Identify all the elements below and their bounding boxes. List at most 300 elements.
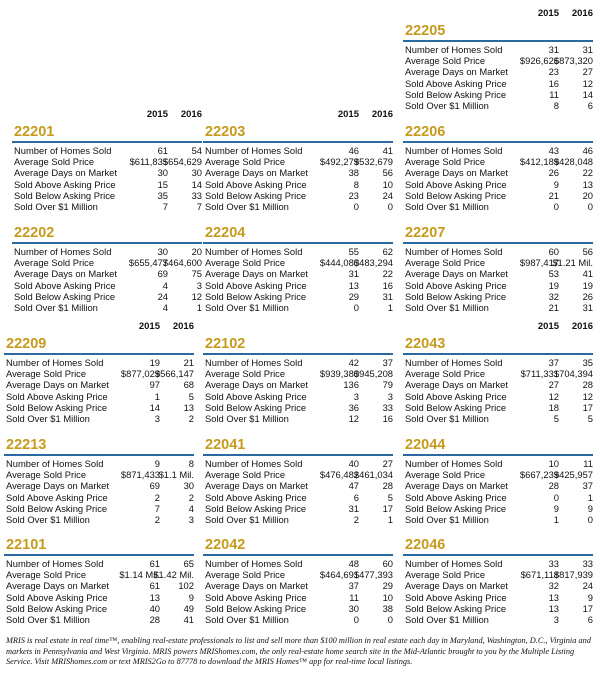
value-2015: 69 bbox=[157, 268, 168, 280]
value-2016: 9 bbox=[188, 591, 194, 603]
stat-row bbox=[403, 291, 593, 302]
zip-code: 22206 bbox=[405, 124, 446, 140]
value-2015: 61 bbox=[149, 580, 160, 592]
divider bbox=[4, 353, 194, 355]
stat-label: Number of Homes Sold bbox=[14, 246, 112, 257]
value-2016: 5 bbox=[188, 390, 194, 402]
stat-label: Sold Below Asking Price bbox=[405, 602, 507, 614]
value-2016: 14 bbox=[191, 178, 202, 190]
value-2015: 16 bbox=[548, 77, 559, 89]
stat-row bbox=[403, 357, 593, 368]
value-2016: 13 bbox=[183, 401, 194, 413]
stat-row bbox=[203, 246, 393, 257]
stat-row bbox=[203, 503, 393, 514]
stat-label: Average Days on Market bbox=[205, 268, 309, 280]
zip-code: 22042 bbox=[205, 537, 246, 553]
value-2015: 3 bbox=[154, 412, 160, 424]
value-2015: 0 bbox=[353, 200, 359, 212]
value-2015: 0 bbox=[553, 200, 559, 212]
zip-code: 22205 bbox=[405, 23, 446, 39]
stat-label: Sold Above Asking Price bbox=[6, 390, 108, 402]
zip-code: 22204 bbox=[205, 225, 246, 241]
stat-row bbox=[403, 156, 593, 167]
value-2015: 31 bbox=[548, 44, 559, 55]
stat-row bbox=[403, 413, 593, 424]
stat-row bbox=[403, 391, 593, 402]
value-2015: 21 bbox=[548, 189, 559, 201]
value-2016: 3 bbox=[188, 513, 194, 525]
stat-label: Number of Homes Sold bbox=[205, 145, 303, 156]
zip-block-22044 bbox=[403, 437, 593, 525]
value-2015: 47 bbox=[348, 480, 359, 492]
stat-row bbox=[403, 614, 593, 625]
value-2016: 38 bbox=[382, 602, 393, 614]
divider bbox=[4, 454, 194, 456]
value-2016: 31 bbox=[382, 290, 393, 302]
value-2015: 0 bbox=[353, 301, 359, 313]
value-2015: 19 bbox=[548, 279, 559, 291]
value-2015: 37 bbox=[348, 580, 359, 592]
value-2015: 31 bbox=[348, 268, 359, 280]
value-2016: 6 bbox=[587, 99, 593, 111]
value-2016: 29 bbox=[382, 580, 393, 592]
stat-row bbox=[4, 503, 194, 514]
value-2016: 65 bbox=[183, 558, 194, 569]
stat-label: Number of Homes Sold bbox=[205, 357, 303, 368]
stat-label: Number of Homes Sold bbox=[6, 458, 104, 469]
value-2015: 12 bbox=[548, 390, 559, 402]
stat-label: Sold Over $1 Million bbox=[6, 613, 90, 625]
stat-label: Average Sold Price bbox=[405, 55, 486, 67]
value-2015: 9 bbox=[553, 502, 559, 514]
stat-label: Average Days on Market bbox=[405, 580, 509, 592]
value-2015: 35 bbox=[157, 189, 168, 201]
zip-block-22204 bbox=[203, 225, 393, 313]
stat-row bbox=[203, 280, 393, 291]
value-2016: 16 bbox=[382, 412, 393, 424]
year-header bbox=[403, 8, 593, 20]
year-2015: 2015 bbox=[537, 8, 559, 19]
value-2016: 0 bbox=[587, 200, 593, 212]
value-2015: 37 bbox=[548, 357, 559, 368]
year-2015: 2015 bbox=[138, 321, 160, 332]
stat-row bbox=[203, 558, 393, 569]
value-2015: 13 bbox=[149, 591, 160, 603]
value-2015: 1 bbox=[553, 513, 559, 525]
stat-label: Average Sold Price bbox=[405, 469, 486, 481]
stat-row bbox=[203, 156, 393, 167]
year-2016: 2016 bbox=[571, 321, 593, 332]
stat-row bbox=[12, 246, 202, 257]
value-2015: 2 bbox=[353, 513, 359, 525]
stat-row bbox=[4, 413, 194, 424]
value-2016: 24 bbox=[582, 580, 593, 592]
value-2015: 21 bbox=[548, 301, 559, 313]
stat-label: Sold Over $1 Million bbox=[205, 412, 289, 424]
stat-label: Number of Homes Sold bbox=[6, 357, 104, 368]
value-2016: 41 bbox=[183, 613, 194, 625]
stat-row bbox=[403, 268, 593, 279]
stat-row bbox=[203, 402, 393, 413]
value-2016: 3 bbox=[387, 390, 393, 402]
value-2016: $704,394 bbox=[553, 368, 593, 380]
value-2016: 56 bbox=[582, 246, 593, 257]
value-2016: 1 bbox=[387, 301, 393, 313]
value-2016: 24 bbox=[382, 189, 393, 201]
value-2016: 2 bbox=[188, 491, 194, 503]
value-2016: 68 bbox=[183, 379, 194, 391]
value-2016: 30 bbox=[191, 167, 202, 179]
stat-row bbox=[12, 145, 202, 156]
value-2015: 27 bbox=[548, 379, 559, 391]
stat-label: Average Sold Price bbox=[205, 368, 286, 380]
stat-label: Average Days on Market bbox=[6, 480, 110, 492]
stat-label: Sold Above Asking Price bbox=[405, 178, 507, 190]
stat-label: Sold Below Asking Price bbox=[6, 401, 108, 413]
value-2015: 29 bbox=[348, 290, 359, 302]
stat-row bbox=[203, 614, 393, 625]
value-2015: $412,189 bbox=[519, 156, 559, 168]
value-2016: $483,294 bbox=[353, 257, 393, 269]
value-2016: 31 bbox=[582, 44, 593, 55]
stat-row bbox=[403, 302, 593, 313]
stat-row bbox=[12, 190, 202, 201]
stat-label: Sold Above Asking Price bbox=[6, 491, 108, 503]
value-2015: 5 bbox=[553, 412, 559, 424]
zip-code: 22101 bbox=[6, 537, 47, 553]
stat-row bbox=[203, 592, 393, 603]
stat-row bbox=[4, 368, 194, 379]
zip-block-22205 bbox=[403, 23, 593, 111]
stat-label: Sold Over $1 Million bbox=[14, 301, 98, 313]
value-2016: $464,600 bbox=[162, 257, 202, 269]
value-2015: 28 bbox=[548, 480, 559, 492]
stat-label: Average Days on Market bbox=[405, 167, 509, 179]
stat-row bbox=[403, 580, 593, 591]
year-header bbox=[12, 109, 202, 121]
stat-label: Sold Below Asking Price bbox=[205, 602, 307, 614]
value-2015: 3 bbox=[353, 390, 359, 402]
value-2016: 10 bbox=[382, 178, 393, 190]
value-2016: 3 bbox=[196, 279, 202, 291]
stat-row bbox=[4, 357, 194, 368]
value-2016: $428,048 bbox=[553, 156, 593, 168]
value-2015: 69 bbox=[149, 480, 160, 492]
stat-label: Sold Above Asking Price bbox=[14, 178, 116, 190]
value-2015: 13 bbox=[548, 591, 559, 603]
value-2015: 97 bbox=[149, 379, 160, 391]
zip-code: 22202 bbox=[14, 225, 55, 241]
zip-code: 22046 bbox=[405, 537, 446, 553]
value-2015: 43 bbox=[548, 145, 559, 156]
stat-row bbox=[12, 156, 202, 167]
value-2016: 26 bbox=[582, 290, 593, 302]
stat-label: Number of Homes Sold bbox=[405, 357, 503, 368]
divider bbox=[203, 242, 393, 244]
stat-label: Average Sold Price bbox=[405, 569, 486, 581]
stat-label: Sold Above Asking Price bbox=[6, 591, 108, 603]
stat-row bbox=[403, 280, 593, 291]
divider bbox=[403, 554, 593, 556]
value-2015: $476,482 bbox=[319, 469, 359, 481]
value-2015: 14 bbox=[149, 401, 160, 413]
stat-row bbox=[4, 514, 194, 525]
value-2016: $1.1 Mil. bbox=[158, 469, 194, 481]
year-header bbox=[403, 321, 593, 333]
divider bbox=[203, 554, 393, 556]
stat-row bbox=[12, 167, 202, 178]
stat-row bbox=[403, 368, 593, 379]
stat-label: Average Sold Price bbox=[405, 156, 486, 168]
stat-row bbox=[12, 268, 202, 279]
stat-label: Average Sold Price bbox=[405, 257, 486, 269]
value-2015: $464,691 bbox=[319, 569, 359, 581]
zip-code: 22102 bbox=[205, 336, 246, 352]
stat-label: Average Sold Price bbox=[6, 569, 87, 581]
value-2016: 13 bbox=[582, 178, 593, 190]
value-2015: 40 bbox=[348, 458, 359, 469]
stat-row bbox=[203, 201, 393, 212]
value-2016: 21 bbox=[183, 357, 194, 368]
stat-row bbox=[403, 558, 593, 569]
footnote: MRIS is real estate in real time™, enabling real-estate professionals to list and sell more than $100 million in real estate each day in Maryland, Washington, D.C., Virginia and markets in Pennsylvania and West Virginia. MRIS powers MRIShomes.com, the only real-estate home search site in the Mid-Atlantic brought to you by the Multiple Listing Service. Visit MRIShomes.com or text MRIS2Go to 87778 to download the MRIS Homes™ app for real-time local listings. bbox=[6, 636, 591, 666]
value-2015: 38 bbox=[348, 167, 359, 179]
value-2016: 8 bbox=[188, 458, 194, 469]
value-2016: 0 bbox=[387, 200, 393, 212]
value-2016: 9 bbox=[587, 591, 593, 603]
stat-label: Sold Below Asking Price bbox=[405, 502, 507, 514]
value-2015: 7 bbox=[162, 200, 168, 212]
stat-row bbox=[203, 145, 393, 156]
value-2015: 42 bbox=[348, 357, 359, 368]
value-2016: 35 bbox=[582, 357, 593, 368]
stat-label: Sold Over $1 Million bbox=[205, 200, 289, 212]
stat-row bbox=[403, 379, 593, 390]
stat-label: Sold Below Asking Price bbox=[205, 290, 307, 302]
value-2016: 5 bbox=[387, 491, 393, 503]
value-2016: 37 bbox=[382, 357, 393, 368]
year-2015: 2015 bbox=[146, 109, 168, 120]
stat-label: Sold Below Asking Price bbox=[6, 502, 108, 514]
stat-label: Sold Below Asking Price bbox=[405, 290, 507, 302]
value-2015: 40 bbox=[149, 602, 160, 614]
stat-row bbox=[203, 357, 393, 368]
stat-label: Sold Below Asking Price bbox=[6, 602, 108, 614]
year-header bbox=[203, 109, 393, 121]
stat-row bbox=[203, 291, 393, 302]
stat-row bbox=[403, 257, 593, 268]
value-2015: $1.14 Mil. bbox=[119, 569, 160, 581]
value-2015: 11 bbox=[349, 591, 359, 603]
zip-block-22203 bbox=[203, 124, 393, 212]
stat-row bbox=[203, 167, 393, 178]
zip-code: 22044 bbox=[405, 437, 446, 453]
divider bbox=[203, 141, 393, 143]
stat-row bbox=[203, 257, 393, 268]
stat-row bbox=[4, 458, 194, 469]
stat-label: Sold Over $1 Million bbox=[405, 301, 489, 313]
stat-label: Sold Over $1 Million bbox=[405, 513, 489, 525]
value-2015: 30 bbox=[157, 246, 168, 257]
value-2015: 13 bbox=[348, 279, 359, 291]
stat-label: Average Days on Market bbox=[405, 379, 509, 391]
value-2016: 28 bbox=[382, 480, 393, 492]
value-2016: 12 bbox=[191, 290, 202, 302]
value-2016: 22 bbox=[582, 167, 593, 179]
value-2015: 15 bbox=[157, 178, 168, 190]
zip-block-22041 bbox=[203, 437, 393, 525]
stat-row bbox=[403, 78, 593, 89]
value-2016: 27 bbox=[582, 66, 593, 78]
stat-label: Average Sold Price bbox=[205, 469, 286, 481]
stat-row bbox=[4, 569, 194, 580]
value-2015: $939,380 bbox=[319, 368, 359, 380]
value-2015: 60 bbox=[548, 246, 559, 257]
value-2016: 2 bbox=[188, 412, 194, 424]
value-2015: 8 bbox=[553, 99, 559, 111]
value-2016: 27 bbox=[382, 458, 393, 469]
stat-row bbox=[403, 492, 593, 503]
value-2016: 49 bbox=[183, 602, 194, 614]
stat-row bbox=[12, 179, 202, 190]
value-2016: $817,939 bbox=[553, 569, 593, 581]
stat-label: Sold Below Asking Price bbox=[205, 401, 307, 413]
value-2015: 0 bbox=[553, 491, 559, 503]
stat-label: Sold Over $1 Million bbox=[205, 301, 289, 313]
value-2016: 10 bbox=[382, 591, 393, 603]
zip-block-22207 bbox=[403, 225, 593, 313]
stat-label: Number of Homes Sold bbox=[405, 246, 503, 257]
value-2015: 61 bbox=[149, 558, 160, 569]
divider bbox=[12, 141, 202, 143]
value-2015: 31 bbox=[348, 502, 359, 514]
stat-row bbox=[403, 503, 593, 514]
divider bbox=[203, 454, 393, 456]
stat-label: Average Sold Price bbox=[6, 368, 87, 380]
value-2016: 60 bbox=[382, 558, 393, 569]
zip-code: 22207 bbox=[405, 225, 446, 241]
stat-row bbox=[403, 190, 593, 201]
value-2015: $711,331 bbox=[520, 368, 559, 380]
value-2016: 0 bbox=[587, 513, 593, 525]
stat-label: Sold Above Asking Price bbox=[205, 491, 307, 503]
value-2015: 28 bbox=[149, 613, 160, 625]
value-2015: $871,433 bbox=[120, 469, 160, 481]
zip-block-22046 bbox=[403, 537, 593, 625]
stat-label: Average Days on Market bbox=[205, 379, 309, 391]
stat-label: Sold Above Asking Price bbox=[405, 591, 507, 603]
value-2016: 28 bbox=[582, 379, 593, 391]
year-header bbox=[4, 321, 194, 333]
value-2015: 53 bbox=[548, 268, 559, 280]
value-2015: 9 bbox=[154, 458, 160, 469]
stat-label: Average Days on Market bbox=[205, 167, 309, 179]
value-2016: 9 bbox=[587, 502, 593, 514]
stat-row bbox=[12, 280, 202, 291]
value-2015: 55 bbox=[348, 246, 359, 257]
stat-label: Sold Below Asking Price bbox=[14, 290, 116, 302]
stat-row bbox=[403, 201, 593, 212]
divider bbox=[403, 242, 593, 244]
stat-row bbox=[203, 413, 393, 424]
value-2016: 1 bbox=[387, 513, 393, 525]
year-2015: 2015 bbox=[537, 321, 559, 332]
stat-row bbox=[403, 44, 593, 55]
stat-label: Sold Above Asking Price bbox=[405, 491, 507, 503]
value-2016: 30 bbox=[183, 480, 194, 492]
stat-label: Average Days on Market bbox=[405, 66, 509, 78]
stat-label: Average Sold Price bbox=[6, 469, 87, 481]
stat-label: Sold Over $1 Million bbox=[205, 613, 289, 625]
value-2015: $492,279 bbox=[319, 156, 359, 168]
value-2016: 1 bbox=[196, 301, 202, 313]
zip-code: 22201 bbox=[14, 124, 55, 140]
value-2015: 26 bbox=[548, 167, 559, 179]
value-2016: 54 bbox=[191, 145, 202, 156]
value-2016: 33 bbox=[382, 401, 393, 413]
divider bbox=[4, 554, 194, 556]
value-2016: 11 bbox=[583, 458, 593, 469]
stat-label: Average Days on Market bbox=[6, 379, 110, 391]
stat-row bbox=[403, 179, 593, 190]
value-2015: 48 bbox=[348, 558, 359, 569]
stat-label: Average Sold Price bbox=[205, 569, 286, 581]
stat-label: Sold Below Asking Price bbox=[14, 189, 116, 201]
stat-row bbox=[4, 580, 194, 591]
stat-label: Average Days on Market bbox=[405, 268, 509, 280]
stat-label: Sold Below Asking Price bbox=[205, 502, 307, 514]
stat-label: Sold Over $1 Million bbox=[405, 613, 489, 625]
value-2016: 16 bbox=[382, 279, 393, 291]
value-2015: 24 bbox=[157, 290, 168, 302]
value-2015: 23 bbox=[348, 189, 359, 201]
stat-label: Sold Below Asking Price bbox=[405, 88, 507, 100]
stat-row bbox=[203, 268, 393, 279]
stat-row bbox=[403, 514, 593, 525]
value-2015: 3 bbox=[553, 613, 559, 625]
divider bbox=[403, 40, 593, 42]
stat-label: Sold Above Asking Price bbox=[205, 178, 307, 190]
stat-label: Average Days on Market bbox=[405, 480, 509, 492]
stat-row bbox=[12, 302, 202, 313]
stat-row bbox=[4, 379, 194, 390]
stat-row bbox=[403, 480, 593, 491]
zip-code: 22041 bbox=[205, 437, 246, 453]
stat-row bbox=[203, 302, 393, 313]
divider bbox=[403, 353, 593, 355]
stat-label: Number of Homes Sold bbox=[205, 458, 303, 469]
stat-row bbox=[403, 569, 593, 580]
stat-label: Sold Above Asking Price bbox=[405, 77, 507, 89]
stat-label: Sold Below Asking Price bbox=[205, 189, 307, 201]
stat-row bbox=[403, 592, 593, 603]
value-2016: $477,393 bbox=[353, 569, 393, 581]
zip-code: 22209 bbox=[6, 336, 47, 352]
stat-label: Sold Over $1 Million bbox=[14, 200, 98, 212]
value-2016: 1 bbox=[587, 491, 593, 503]
value-2015: 46 bbox=[348, 145, 359, 156]
stat-label: Average Sold Price bbox=[14, 257, 95, 269]
stat-label: Sold Above Asking Price bbox=[405, 279, 507, 291]
zip-block-22043 bbox=[403, 336, 593, 424]
stat-row bbox=[12, 257, 202, 268]
value-2016: $425,957 bbox=[553, 469, 593, 481]
stat-row bbox=[203, 458, 393, 469]
stat-label: Sold Above Asking Price bbox=[14, 279, 116, 291]
stat-label: Number of Homes Sold bbox=[6, 558, 104, 569]
value-2016: 4 bbox=[188, 502, 194, 514]
value-2016: 41 bbox=[582, 268, 593, 280]
